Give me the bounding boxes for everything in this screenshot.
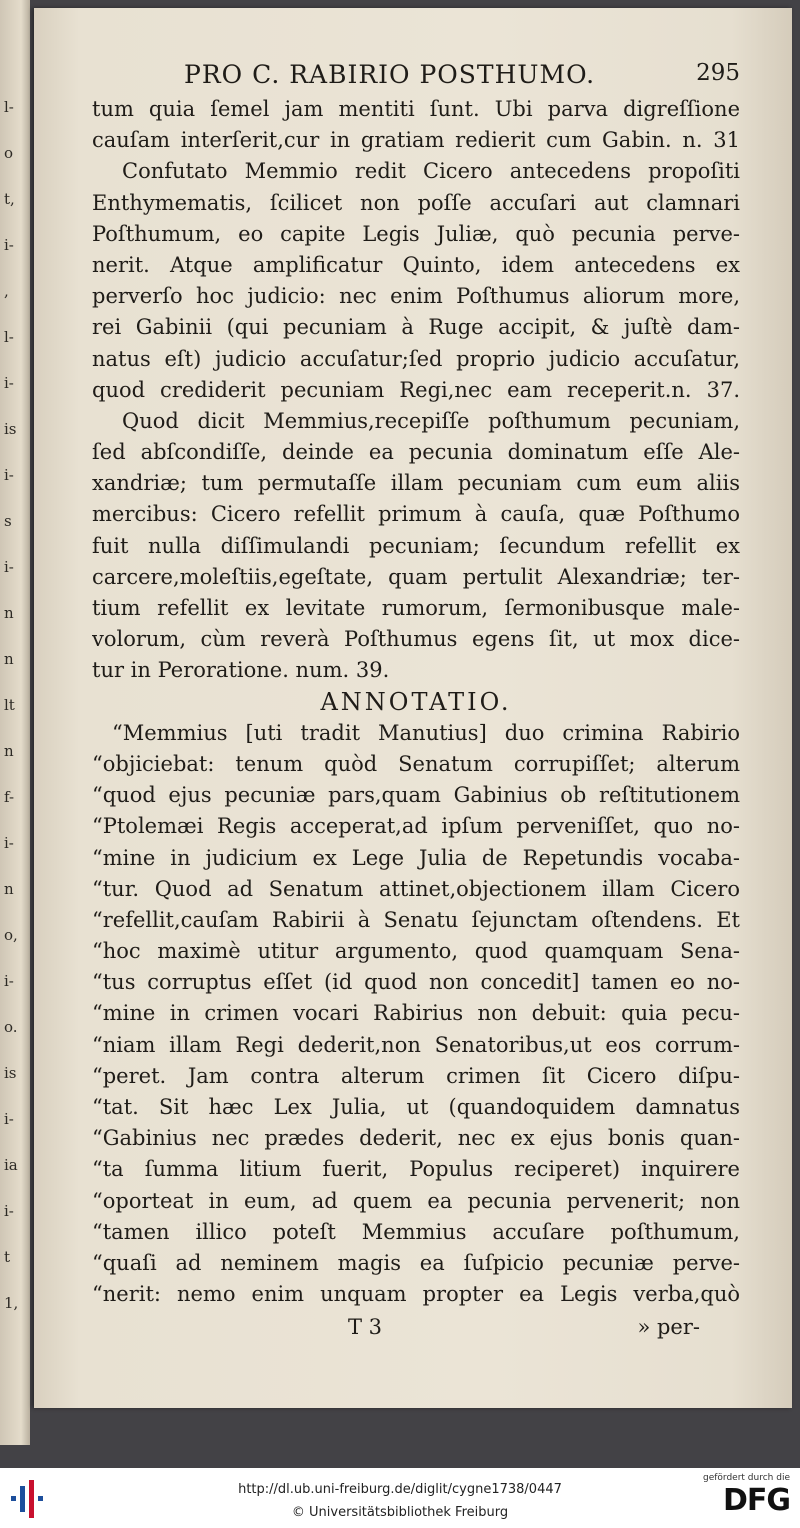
text-line: quod crediderit pecuniam Regi,nec eam receperit.n. 37.: [92, 377, 740, 402]
annotation-line: “quod ejus pecuniæ pars,quam Gabinius ob reſtitutionem: [92, 783, 740, 808]
text-line: tum quia ſemel jam mentiti ſunt. Ubi parva digreſſione: [92, 97, 740, 121]
permalink-url[interactable]: http://dl.ub.uni-freiburg.de/diglit/cygne1738/0447: [238, 1482, 562, 1497]
text-line: mercibus: Cicero refellit primum à cauſa, quæ Poſthumo: [92, 502, 740, 527]
margin-glyph: n: [4, 604, 14, 622]
margin-glyph: i-: [4, 374, 14, 392]
margin-glyph: f-: [4, 788, 15, 806]
margin-glyph: i-: [4, 1202, 14, 1220]
margin-glyph: o,: [4, 926, 18, 944]
margin-glyph: 1,: [4, 1294, 19, 1312]
annotation-line: “quaſi ad neminem magis ea ſuſpicio pecuniæ perve-: [92, 1250, 740, 1275]
text-line: carcere,moleſtiis,egeſtate, quam pertulit Alexandriæ; ter-: [92, 564, 740, 589]
margin-glyph: is: [4, 420, 17, 438]
annotation-line: “Ptolemæi Regis acceperat,ad ipſum perveniſſet, quo no-: [92, 814, 740, 839]
margin-glyph: is: [4, 1064, 17, 1082]
margin-glyph: ia: [4, 1156, 18, 1174]
viewer-footer-bar: [0, 1468, 800, 1528]
catchword: » per-: [637, 1315, 700, 1339]
margin-glyph: i-: [4, 466, 14, 484]
funding-label: gefördert durch die: [703, 1473, 790, 1483]
margin-glyph: o.: [4, 1018, 18, 1036]
margin-glyph: s: [4, 512, 12, 530]
book-page: [34, 8, 792, 1408]
annotation-line: “niam illam Regi dederit,non Senatoribus,ut eos corrum-: [92, 1032, 740, 1057]
margin-glyph: lt: [4, 696, 15, 714]
annotation-line: “refellit,cauſam Rabirii à Senatu ſejunctam oſtendens. Et: [92, 907, 740, 932]
margin-glyph: i-: [4, 236, 14, 254]
annotation-line: “ta ſumma litium fuerit, Populus reciperet) inquirere: [92, 1157, 740, 1182]
margin-glyph: l-: [4, 328, 14, 346]
funding-credit: [700, 1473, 790, 1517]
facing-page-edge: [0, 0, 30, 1445]
margin-glyph: t: [4, 1248, 11, 1266]
running-title: PRO C. RABIRIO POSTHUMO.: [184, 60, 596, 89]
margin-glyph: i-: [4, 972, 14, 990]
text-line: tium refellit ex levitate rumorum, ſermonibusque male-: [92, 596, 740, 620]
annotation-line: “objiciebat: tenum quòd Senatum corrupiſſet; alterum: [92, 751, 740, 776]
margin-glyph: l-: [4, 98, 14, 116]
text-line: nerit. Atque amplificatur Quinto, idem antecedens ex: [92, 252, 740, 277]
page-header: [34, 60, 792, 94]
section-heading: ANNOTATIO.: [320, 687, 512, 716]
text-line: perverſo hoc judicio: nec enim Poſthumus aliorum more,: [92, 284, 740, 309]
text-line: Confutato Memmio redit Cicero antecedens propoſiti: [122, 159, 740, 184]
margin-glyph: n: [4, 650, 14, 668]
margin-glyph: n: [4, 742, 14, 760]
annotation-line: “tat. Sit hæc Lex Julia, ut (quandoquidem damnatus: [92, 1095, 740, 1119]
margin-glyph: i-: [4, 1110, 14, 1128]
copyright-notice: © Universitätsbibliothek Freiburg: [291, 1505, 509, 1520]
text-line: rei Gabinii (qui pecuniam à Ruge accipit, & juſtè dam-: [92, 315, 740, 340]
text-line: tur in Peroratione. num. 39.: [92, 658, 390, 683]
text-line: volorum, cùm reverà Poſthumus egens ſit, ut mox dice-: [92, 627, 740, 652]
annotation-line: “nerit: nemo enim unquam propter ea Legis verba,quò: [92, 1282, 740, 1307]
annotation-line: “tur. Quod ad Senatum attinet,objectionem illam Cicero: [92, 876, 740, 901]
page-number: 295: [696, 60, 740, 86]
text-line: Quod dicit Memmius,recepiſſe poſthumum pecuniam,: [122, 408, 740, 433]
annotation-line: “oporteat in eum, ad quem ea pecunia pervenerit; non: [92, 1188, 740, 1213]
text-line: xandriæ; tum permutaſſe illam pecuniam cum eum aliis: [92, 471, 740, 496]
annotation-line: “tus corruptus eſſet (id quod non concedit] tamen eo no-: [92, 970, 740, 995]
page-footer: [34, 1315, 792, 1345]
margin-glyph: t,: [4, 190, 15, 208]
text-line: Poſthumum, eo capite Legis Juliæ, quò pecunia perve-: [92, 221, 740, 246]
margin-glyph: n: [4, 880, 14, 898]
annotation-line: “mine in judicium ex Lege Julia de Repetundis vocaba-: [92, 845, 740, 870]
signature-mark: T 3: [348, 1315, 383, 1339]
margin-glyph: ,: [4, 282, 9, 300]
annotation-line: “mine in crimen vocari Rabirius non debuit: quia pecu-: [92, 1001, 740, 1026]
text-line: fuit nulla diſſimulandi pecuniam; ſecundum refellit ex: [92, 533, 740, 558]
page-body: [92, 94, 740, 1310]
margin-glyph: i-: [4, 834, 14, 852]
annotation-line: “Gabinius nec prædes dederit, nec ex ejus bonis quan-: [92, 1126, 740, 1151]
annotation-line: “tamen illico poteſt Memmius accuſare poſthumum,: [92, 1219, 740, 1244]
margin-glyph: o: [4, 144, 14, 162]
text-line: Enthymematis, ſcilicet non poſſe accuſari aut clamnari: [92, 190, 740, 215]
annotation-line: “hoc maximè utitur argumento, quod quamquam Sena-: [92, 939, 740, 964]
margin-glyph: i-: [4, 558, 14, 576]
text-line: cauſam interſerit,cur in gratiam redierit cum Gabin. n. 31: [92, 128, 740, 153]
dfg-logo: DFG: [722, 1483, 790, 1518]
text-line: natus eſt) judicio accuſatur;ſed proprio judicio accuſatur,: [92, 346, 740, 371]
annotation-line: “peret. Jam contra alterum crimen ſit Cicero diſpu-: [92, 1063, 740, 1088]
annotation-line: “Memmius [uti tradit Manutius] duo crimina Rabirio: [112, 720, 740, 745]
text-line: ſed abſcondiſſe, deinde ea pecunia dominatum eſſe Ale-: [92, 440, 740, 465]
